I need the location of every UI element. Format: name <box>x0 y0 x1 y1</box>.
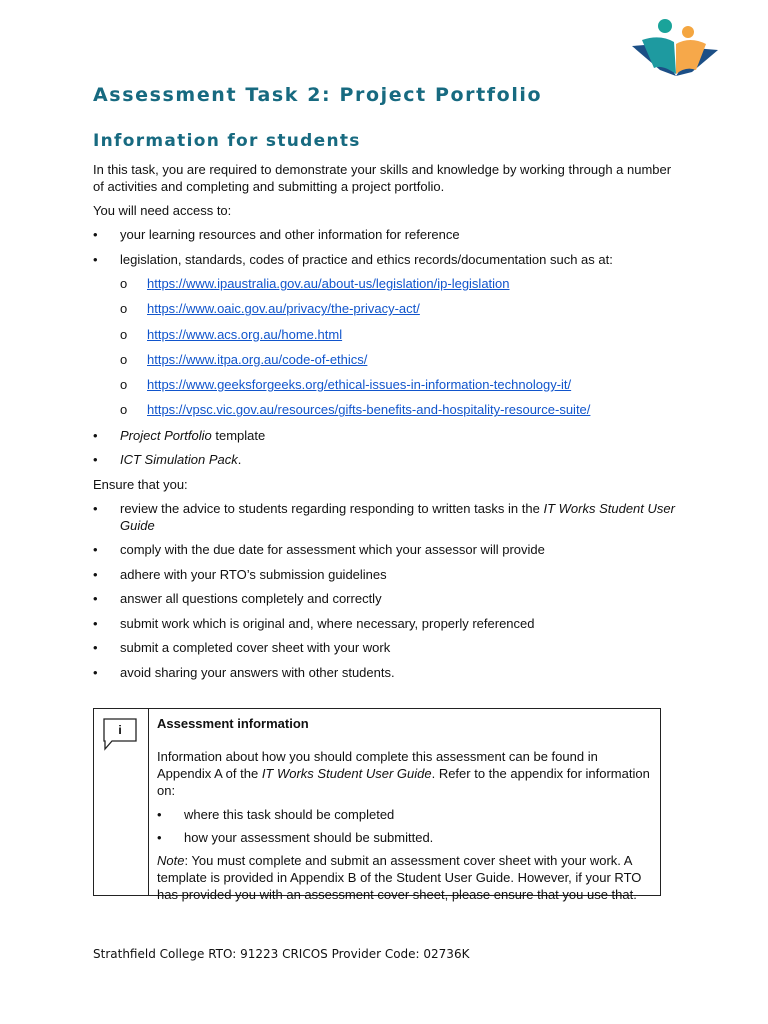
access-list-more <box>93 427 683 469</box>
list-item: • your learning resources and other information for reference <box>93 226 683 243</box>
link-oaic[interactable]: https://www.oaic.gov.au/privacy/the-privacy-act/ <box>147 301 420 317</box>
page-title: Assessment Task 2: Project Portfolio <box>93 84 543 106</box>
page-footer: Strathfield College RTO: 91223 CRICOS Provider Code: 02736K <box>93 947 470 961</box>
info-box-text <box>149 709 660 902</box>
list-item: • adhere with your RTO’s submission guidelines <box>93 566 683 583</box>
section-heading: Information for students <box>93 131 361 151</box>
info-icon-cell <box>94 709 149 895</box>
list-item <box>93 401 683 418</box>
text: . Refer to the appendix for information on: <box>157 766 650 798</box>
list-item <box>93 427 683 444</box>
text: : You must complete and submit an assessment cover sheet with your work. A template is provided in Appendix B of the Student User Guide. However, if your RTO has provided you with an assessment cover sheet, please ensure that you use that. <box>157 853 642 902</box>
italic-text: IT Works Student User Guide <box>261 766 432 781</box>
document-body <box>93 161 683 688</box>
info-letter: i <box>118 723 122 737</box>
intro-paragraph: In this task, you are required to demonstrate your skills and knowledge by working through a number of activities and completing and submitting a project portfolio. <box>93 162 672 194</box>
note-paragraph <box>157 852 652 903</box>
italic-text: Project Portfolio <box>120 427 212 443</box>
links-list <box>93 275 683 418</box>
college-logo <box>630 14 720 80</box>
link-geeksforgeeks[interactable]: https://www.geeksforgeeks.org/ethical-issues-in-information-technology-it/ <box>147 377 572 393</box>
link-itpa[interactable]: https://www.itpa.org.au/code-of-ethics/ <box>147 351 368 367</box>
list-item <box>93 300 683 317</box>
list-item: • answer all questions completely and correctly <box>93 590 683 607</box>
info-box-heading: Assessment information <box>157 716 309 731</box>
list-item <box>93 326 683 343</box>
list-item: • comply with the due date for assessment which your assessor will provide <box>93 541 683 558</box>
ensure-list <box>93 500 683 681</box>
list-item <box>93 500 683 534</box>
text: Information about how you should complete this assessment can be found in Appendix A of the <box>157 749 598 781</box>
access-list <box>93 226 683 268</box>
list-item <box>93 451 683 468</box>
ensure-heading: Ensure that you: <box>93 476 188 492</box>
list-item <box>93 376 683 393</box>
assessment-info-box <box>93 708 661 902</box>
italic-text: ICT Simulation Pack <box>120 452 238 468</box>
link-vpsc[interactable]: https://vpsc.vic.gov.au/resources/gifts-benefits-and-hospitality-resource-suite/ <box>147 402 591 418</box>
text: . <box>237 452 242 468</box>
list-item: • avoid sharing your answers with other students. <box>93 664 683 681</box>
list-item <box>93 351 683 368</box>
info-speech-bubble-icon <box>102 717 138 753</box>
text: review the advice to students regarding responding to written tasks in the <box>120 500 544 516</box>
link-acs[interactable]: https://www.acs.org.au/home.html <box>147 326 343 342</box>
list-item: • submit work which is original and, where necessary, properly referenced <box>93 615 683 632</box>
text: template <box>211 427 266 443</box>
info-list <box>157 806 652 846</box>
list-item: • legislation, standards, codes of practice and ethics records/documentation such as at: <box>93 251 683 268</box>
list-item: • how your assessment should be submitted. <box>157 829 652 846</box>
access-heading: You will need access to: <box>93 203 232 218</box>
list-item: • where this task should be completed <box>157 806 652 823</box>
note-label: Note <box>157 853 185 868</box>
italic-text: IT Works Student User Guide <box>120 500 675 533</box>
list-item: • submit a completed cover sheet with your work <box>93 639 683 656</box>
link-ipaustralia[interactable]: https://www.ipaustralia.gov.au/about-us/legislation/ip-legislation <box>147 276 510 291</box>
info-paragraph <box>157 748 652 799</box>
list-item <box>93 275 683 292</box>
